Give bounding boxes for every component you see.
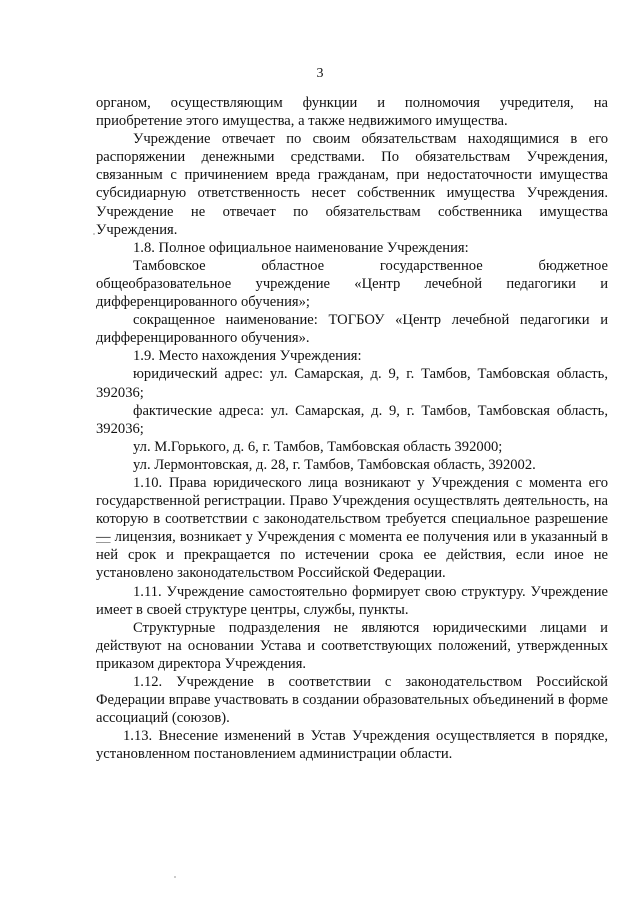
paragraph-liability: Учреждение отвечает по своим обязательствам находящимися в его распоряжении денежными средствами. По обязательствам Учреждения, связанным с причинением вреда гражданам, при недостаточности имущества субсидиарную ответственность несет собственник имущества Учреждения. Учреждение не отвечает по обязательствам собственника имущества Учреждения. [96,131,608,238]
paragraph-full-name-line1: Тамбовское областное государственное бюджетное [133,257,608,274]
scan-speck [93,233,95,235]
paragraph-address-gorky: ул. М.Горького, д. 6, г. Тамбов, Тамбовская область 392000; [133,438,503,455]
paragraph-full-name-rest: общеобразовательное учреждение «Центр лечебной педагогики и дифференцированного обучения»; [96,275,608,311]
paragraph-1-11: 1.11. Учреждение самостоятельно формирует свою структуру. Учреждение имеет в своей структуре центры, службы, пункты. [96,583,608,618]
paragraph-1-10-part-a: 1.10. Права юридического лица возникают у Учреждения с момента его государственной регистрации. Право Учреждения осуществлять деятельность, на которую в соответствии с законодательством требуется специальное разрешение [96,474,608,528]
document-body [96,94,608,763]
paragraph-1-10 [96,474,608,583]
paragraph-address-lermontov: ул. Лермонтовская, д. 28, г. Тамбов, Тамбовская область, 392002. [133,456,536,473]
paragraph-1-10-dash: — [96,529,111,546]
scan-speck [174,876,176,878]
page-number: 3 [316,66,324,81]
paragraph-short-name: сокращенное наименование: ТОГБОУ «Центр лечебной педагогики и дифференцированного обучения». [96,312,608,347]
paragraph-continuation-line1: органом, осуществляющим функции и полномочия учредителя, на [96,95,608,111]
paragraph-1-8: 1.8. Полное официальное наименование Учреждения: [133,239,469,256]
paragraph-continuation-line2: приобретение этого имущества, а также недвижимого имущества. [96,113,508,130]
paragraph-1-9: 1.9. Место нахождения Учреждения: [133,348,362,365]
paragraph-1-13: 1.13. Внесение изменений в Устав Учреждения осуществляется в порядке, установленном постановлением администрации области. [96,728,608,763]
paragraph-1-10-part-b: лицензия, возникает у Учреждения с момента ее получения или в указанный в ней срок и прекращается по истечении срока ее действия, если иное не установлено законодательством Российской Федерации. [96,529,608,582]
paragraph-structural-units: Структурные подразделения не являются юридическими лицами и действуют на основании Устава и соответствующих положений, утвержденных приказом директора Учреждения. [96,619,608,672]
paragraph-1-12: 1.12. Учреждение в соответствии с законодательством Российской Федерации вправе участвовать в создании образовательных объединений в форме ассоциаций (союзов). [96,674,608,727]
paragraph-actual-address: фактические адреса: ул. Самарская, д. 9, г. Тамбов, Тамбовская область, 392036; [96,402,608,437]
paragraph-legal-address: юридический адрес: ул. Самарская, д. 9, г. Тамбов, Тамбовская область, 392036; [96,366,608,401]
